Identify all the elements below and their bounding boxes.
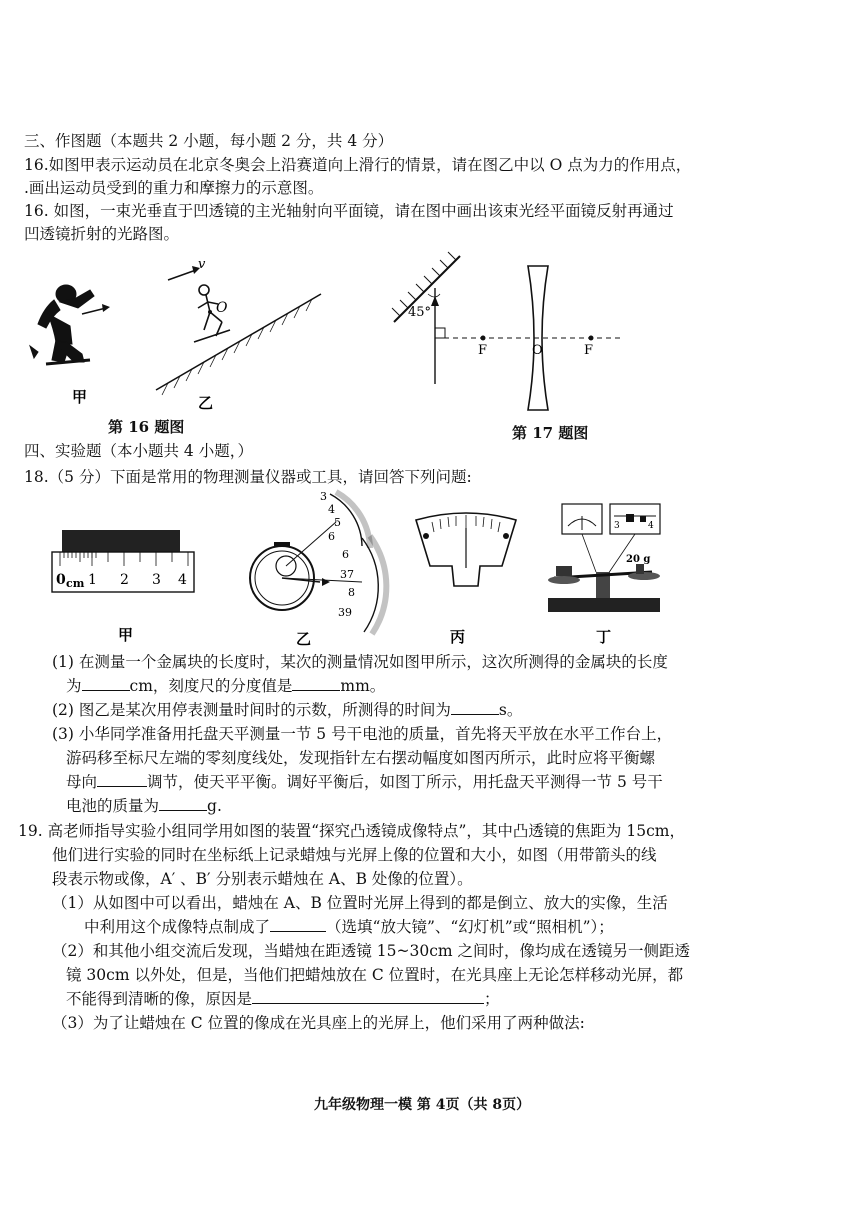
q18-p2-text-b: s。 [498,701,523,719]
label-yi: 乙 [198,394,214,412]
dial-small-6: 6 [328,530,335,543]
figure-16-caption: 第 16 题图 [108,418,185,436]
q18-division-answer-blank[interactable] [292,676,340,691]
ruler-tick-2: 2 [120,572,129,588]
q19-p1-text-a: 中利用这个成像特点制成了 [84,918,271,936]
figure-17-caption: 第 17 题图 [512,424,589,442]
weight-label: 20 g [626,554,651,565]
ruler-unit: cm [66,577,85,590]
ruler-tick-3: 3 [152,572,161,588]
figure-16 [16,250,346,420]
slope [156,294,321,395]
dial-large-39: 39 [338,606,352,619]
label-bing-18: 丙 [450,628,466,646]
q18-p1-line1: (1) 在测量一个金属块的长度时，某次的测量情况如图甲所示，这次所测得的金属块的长度 [52,653,668,671]
q16b-line1: 16. 如图，一束光垂直于凹透镜的主光轴射向平面镜，请在图中画出该束光经平面镜反射再通过 [24,202,674,220]
q18-direction-answer-blank[interactable] [97,772,147,787]
ruler [52,530,194,592]
q19-p1-line2 [84,917,614,937]
q18-p3-line3 [66,772,663,792]
q18-stem: 18.（5 分）下面是常用的物理测量仪器或工具，请回答下列问题: [24,468,472,486]
q18-p3-line2: 游码移至标尺左端的零刻度线处，发现指针左右摆动幅度如图丙所示，此时应将平衡螺 [66,749,656,767]
ruler-tick-0: 0 [56,572,66,588]
q19-p2-line3 [66,989,500,1009]
point-o-label: O [216,300,228,316]
q19-p2-line2: 镜 30cm 以外处，但是，当他们把蜡烛放在 C 位置时，在光具座上无论怎样移动光屏，都 [66,966,684,984]
motion-arrow [82,308,106,314]
q18-p3-text-c: 电池的质量为 [66,797,160,815]
q18-p3-text-a: 母向 [66,773,98,791]
q18-p1-text-a: 为 [66,677,82,695]
q18-mass-answer-blank[interactable] [159,796,207,811]
scale-num-3: 3 [614,521,620,531]
label-jia: 甲 [72,388,88,406]
q19-p2-line1: （2）和其他小组交流后发现，当蜡烛在距透镜 15~30cm 之间时，像均成在透镜另一侧距透 [52,942,691,960]
lens-center-label: O [532,343,543,358]
q18-p1-text-c: mm。 [340,677,386,695]
q19-p2-text-b: ； [484,990,500,1008]
q19-p1-line1: （1）从如图中可以看出，蜡烛在 A、B 位置时光屏上得到的都是倒立、放大的实像，生活 [52,894,668,912]
q18-p3-line4 [66,796,222,816]
stopwatch [250,490,386,634]
focus-right-label: F [584,343,594,358]
dial-large-8: 8 [348,586,355,599]
ruler-tick-1: 1 [88,572,97,588]
velocity-arrow [168,270,196,280]
q18-p2-text-a: (2) 图乙是某次用停表测量时间时的示数，所测得的时间为 [52,701,451,719]
focus-left-label: F [478,343,488,358]
balance [548,504,660,612]
q18-p2-line [52,700,522,720]
velocity-label: v [198,257,206,272]
label-yi-18: 乙 [296,630,312,646]
dial-small-3: 3 [320,490,327,503]
dial-small-4: 4 [328,503,335,516]
q16a-line1: 16.如图甲表示运动员在北京冬奥会上沿赛道向上滑行的情景，请在图乙中以 O 点为力的作用点， [24,156,692,174]
q18-p3-line1: (3) 小华同学准备用托盘天平测量一节 5 号干电池的质量，首先将天平放在水平工作台上， [52,725,673,743]
q18-p1-text-b: cm，刻度尺的分度值是 [129,677,293,695]
page-footer: 九年级物理一模 第 4页（共 8页） [314,1097,531,1113]
q19-p3: （3）为了让蜡烛在 C 位置的像成在光具座上的光屏上，他们采用了两种做法: [52,1014,585,1032]
label-ding-18: 丁 [596,628,612,646]
dial-small-5: 5 [334,516,341,529]
section4-heading: 四、实验题（本小题共 4 小题，） [24,442,253,460]
ruler-tick-4: 4 [178,572,187,588]
q19-p2-text-a: 不能得到清晰的像，原因是 [66,990,253,1008]
q19-reason-answer-blank[interactable] [252,989,484,1004]
skier-silhouette [30,285,94,364]
q19-p1-text-b: （选填“放大镜”、“幻灯机”或“照相机”）； [326,918,614,936]
q18-time-answer-blank[interactable] [451,700,499,715]
label-jia-18: 甲 [118,626,134,644]
q19-line3: 段表示物或像，A′ 、B′ 分别表示蜡烛在 A、B 处像的位置）。 [52,870,473,888]
scale-num-4: 4 [648,521,654,531]
figure-17 [380,248,640,418]
q16a-line2: .画出运动员受到的重力和摩擦力的示意图。 [24,179,324,197]
q19-device-answer-blank[interactable] [270,917,326,932]
q18-p1-line2 [66,676,385,696]
q19-line2: 他们进行实验的同时在坐标纸上记录蜡烛与光屏上像的位置和大小，如图（用带箭头的线 [52,846,657,864]
figure-18 [40,486,680,646]
q18-p3-text-d: g. [207,797,222,815]
q18-p3-text-b: 调节，使天平平衡。调好平衡后，如图丁所示，用托盘天平测得一节 5 号干 [147,773,663,791]
dial-large-37: 37 [340,568,354,581]
q19-line1: 19. 高老师指导实验小组同学用如图的装置“探究凸透镜成像特点”，其中凸透镜的焦距为 15cm， [18,822,685,840]
q18-length-answer-blank[interactable] [82,676,130,691]
section3-heading: 三、作图题（本题共 2 小题，每小题 2 分，共 4 分） [24,132,394,150]
balance-pointer-scale [416,513,516,586]
dial-large-6: 6 [342,548,349,561]
angle-label: 45° [408,305,432,320]
q16b-line2: 凹透镜折射的光路图。 [24,225,180,243]
